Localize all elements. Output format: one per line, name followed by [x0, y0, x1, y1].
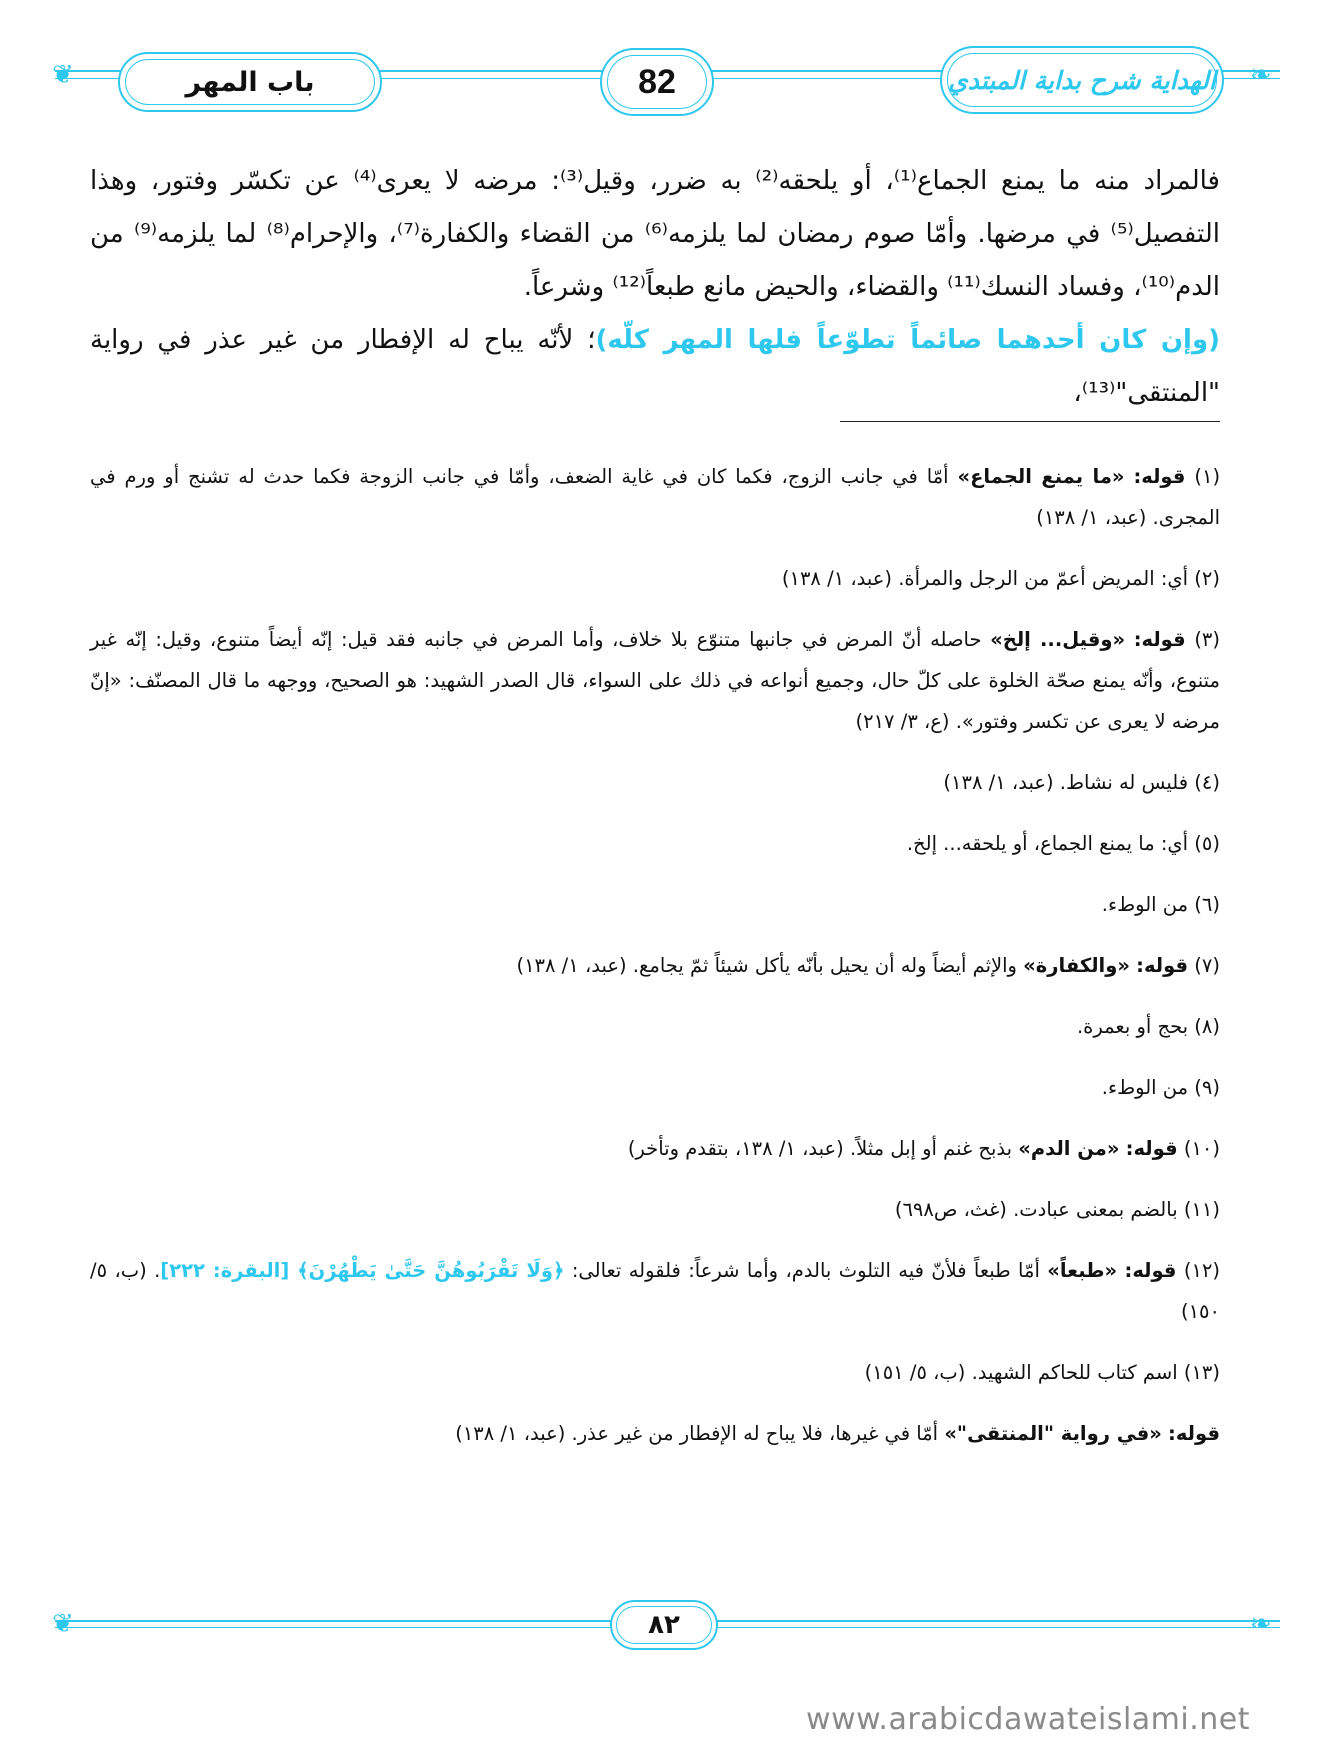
footnote-tail: . (ب، ٥/ ١٥٠) — [90, 1259, 1220, 1323]
footnote-text: بالضم بمعنى عبادت. (غث، ص٦٩٨) — [894, 1198, 1178, 1221]
footnotes — [90, 456, 1220, 1474]
footnote-number: (١) — [1194, 465, 1221, 488]
main-paragraph-highlight — [90, 314, 1220, 420]
footnote-item — [90, 823, 1220, 864]
chapter-title-box — [118, 52, 382, 112]
footer-ornament-left-icon: ❦ — [52, 1609, 74, 1639]
footnote-item — [90, 884, 1220, 925]
footnote-text: حاصله أنّ المرض في جانبها متنوّع بلا خلاف، وأما المرض في جانبه فقد قيل: إنّه أيضاً متنوع، وقيل: إنّه غير متنوع، وأنّه يمنع صحّة الخلوة على كلّ حال، وجميع أنواعه في ذلك على السواء، قال الصدر الشهيد: هو الصحيح، ووجهه ما قال المصنّف: «إنّ مرضه لا يعرى عن تكسر وفتور». (ع، ٣/ ٢١٧) — [90, 628, 1220, 733]
footnote-item — [90, 456, 1220, 538]
footnote-quote: «وقيل... إلخ» — [990, 628, 1126, 651]
highlight-text: (وإن كان أحدهما صائماً تطوّعاً فلها المهر كلّه) — [595, 325, 1221, 355]
ornament-right-icon: ❧ — [1250, 60, 1272, 90]
page-number: 82 — [638, 62, 676, 101]
footnote-label: قوله: — [1125, 1137, 1178, 1160]
footnote-item — [90, 1352, 1220, 1393]
footnote-label: قوله: — [1124, 1259, 1177, 1282]
book-title-box — [940, 46, 1224, 114]
footnote-label: قوله: — [1136, 954, 1189, 977]
footnote-text: أمّا في جانب الزوج، فكما كان في غاية الضعف، وأمّا في جانب الزوجة فكما حدث له تشنج أو ورم في المجرى. (عبد، ١/ ١٣٨) — [90, 465, 1220, 529]
footnote-number: (٧) — [1194, 954, 1220, 977]
footnote-text: من الوطء. — [1101, 893, 1189, 916]
footnote-quote: «في رواية "المنتقى"» — [944, 1422, 1162, 1445]
footnote-number: (٦) — [1194, 893, 1220, 916]
footer-page-number-box — [610, 1600, 718, 1650]
footnote-quote: «طبعاً» — [1047, 1259, 1118, 1282]
footnote-item — [90, 762, 1220, 803]
footnote-text: بذبح غنم أو إبل مثلاً. (عبد، ١/ ١٣٨، بتقدم وتأخر) — [627, 1137, 1013, 1160]
footnote-number: (٢) — [1194, 567, 1220, 590]
footnote-item — [90, 1006, 1220, 1047]
footnote-text: أي: المريض أعمّ من الرجل والمرأة. (عبد، ١/ ١٣٨) — [781, 567, 1189, 590]
footnote-item — [90, 945, 1220, 986]
footnote-item — [90, 1413, 1220, 1454]
footnote-text: والإثم أيضاً وله أن يحيل بأنّه يأكل شيئاً ثمّ يجامع. (عبد، ١/ ١٣٨) — [516, 954, 1017, 977]
page-footer — [0, 1600, 1325, 1660]
footnote-item — [90, 1128, 1220, 1169]
footnote-separator — [840, 421, 1220, 422]
ornament-left-icon: ❦ — [52, 60, 74, 90]
footnote-label: قوله: — [1133, 628, 1186, 651]
footnote-text: بحج أو بعمرة. — [1076, 1015, 1189, 1038]
page-header — [0, 40, 1325, 120]
footnote-item — [90, 1067, 1220, 1108]
footnote-text: اسم كتاب للحاكم الشهيد. (ب، ٥/ ١٥١) — [864, 1361, 1178, 1384]
footnote-number: (٩) — [1194, 1076, 1220, 1099]
footer-page-number: ٨٢ — [648, 1610, 680, 1640]
footnote-number: (١٣) — [1183, 1361, 1220, 1384]
footer-ornament-right-icon: ❧ — [1250, 1609, 1272, 1639]
footnote-item — [90, 1189, 1220, 1230]
footnote-number: (١٠) — [1183, 1137, 1220, 1160]
chapter-title: باب المهر — [185, 66, 315, 98]
page-number-box — [600, 48, 714, 116]
footnote-number: (١١) — [1183, 1198, 1220, 1221]
footnote-text: فليس له نشاط. (عبد، ١/ ١٣٨) — [943, 771, 1189, 794]
footnote-number: (٤) — [1194, 771, 1220, 794]
website-url: www.arabicdawateislami.net — [806, 1702, 1250, 1737]
footnote-label: قوله: — [1168, 1422, 1220, 1445]
footnote-text: أمّا في غيرها، فلا يباح له الإفطار من غير عذر. (عبد، ١/ ١٣٨) — [455, 1422, 939, 1445]
footnote-text: من الوطء. — [1101, 1076, 1189, 1099]
footnote-quote: «ما يمنع الجماع» — [957, 465, 1125, 488]
footnote-number: (٨) — [1194, 1015, 1220, 1038]
footnote-label: قوله: — [1133, 465, 1186, 488]
footnote-number: (٥) — [1194, 832, 1220, 855]
footnote-item — [90, 1250, 1220, 1332]
main-text — [90, 155, 1220, 420]
footnote-text: أمّا طبعاً فلأنّ فيه التلوث بالدم، وأما شرعاً: فلقوله تعالى: — [571, 1259, 1040, 1282]
footnote-number: (١٢) — [1183, 1259, 1221, 1282]
highlight-tail: ؛ لأنّه يباح له الإفطار من غير عذر في رواية "المنتقى"⁽¹³⁾، — [90, 325, 1220, 408]
footnote-text: أي: ما يمنع الجماع، أو يلحقه... إلخ. — [906, 832, 1189, 855]
book-title: الهداية شرح بداية المبتدي — [948, 65, 1216, 95]
footnote-ayah: ﴿وَلَا تَقْرَبُوهُنَّ حَتَّىٰ يَطْهُرْنَ﴾ [البقرة: ٢٢٢] — [160, 1259, 565, 1282]
footnote-item — [90, 619, 1220, 742]
footnote-item — [90, 558, 1220, 599]
main-paragraph: فالمراد منه ما يمنع الجماع⁽¹⁾، أو يلحقه⁽²⁾ به ضرر، وقيل⁽³⁾: مرضه لا يعرى⁽⁴⁾ عن تكسّر وفتور، وهذا التفصيل⁽⁵⁾ في مرضها. وأمّا صوم رمضان لما يلزمه⁽⁶⁾ من القضاء والكفارة⁽⁷⁾، والإحرام⁽⁸⁾ لما يلزمه⁽⁹⁾ من الدم⁽¹⁰⁾، وفساد النسك⁽¹¹⁾ والقضاء، والحيض مانع طبعاً⁽¹²⁾ وشرعاً. — [90, 166, 1220, 302]
footnote-quote: «والكفارة» — [1023, 954, 1130, 977]
footnote-number: (٣) — [1194, 628, 1221, 651]
footnote-quote: «من الدم» — [1018, 1137, 1120, 1160]
